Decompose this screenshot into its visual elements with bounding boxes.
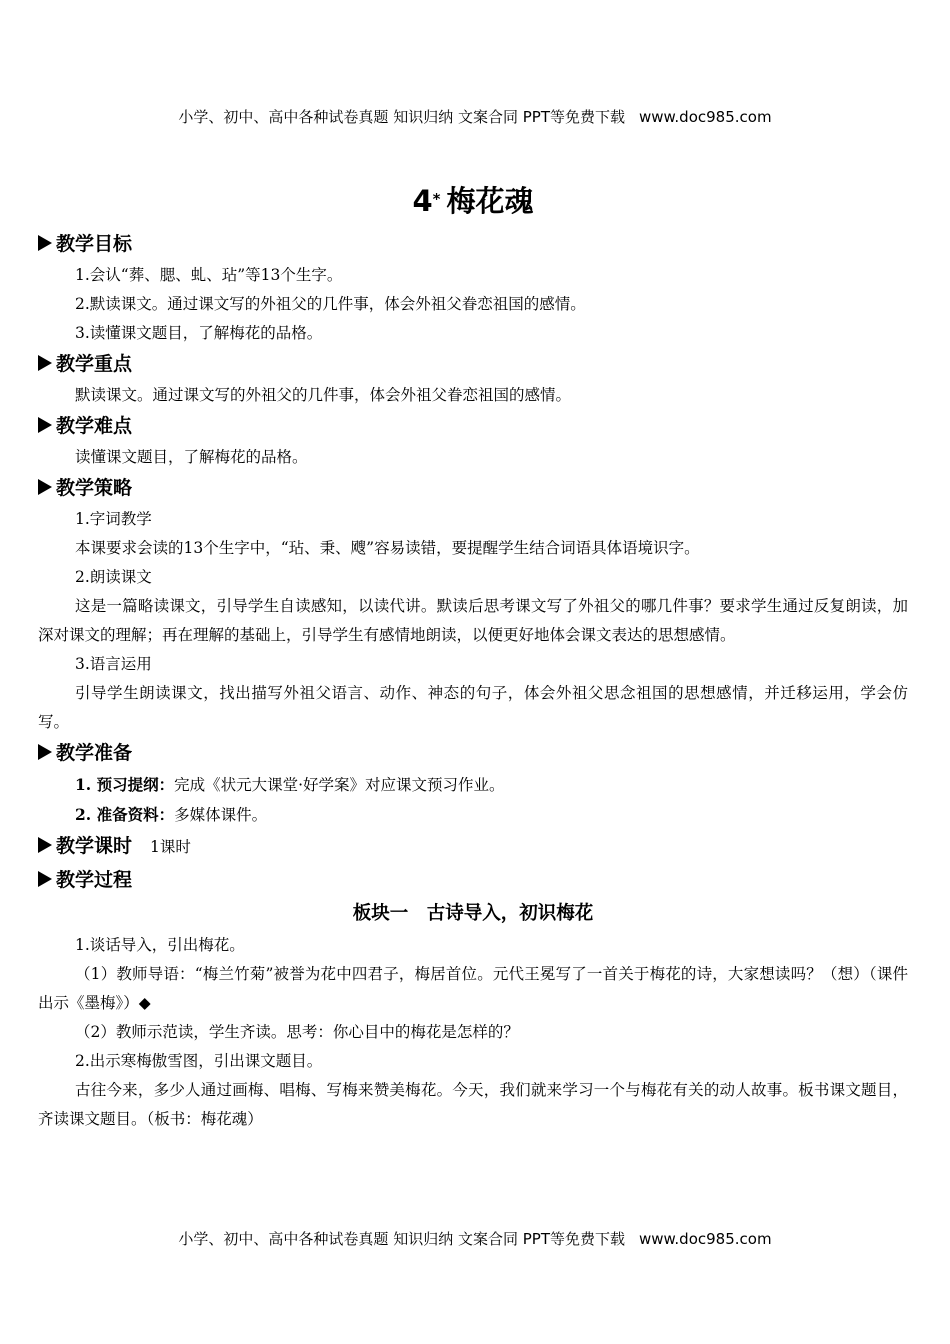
section-heading-text: 教学难点 (56, 415, 133, 437)
page-header (0, 106, 950, 127)
strategy-paragraph: 本课要求会读的13个生字中，“玷、秉、飕”容易读错，要提醒学生结合词语具体语境识字。 (75, 539, 700, 557)
prep-item (38, 770, 908, 800)
section-heading-strategy (38, 472, 908, 505)
prep-label: 1. 预习提纲： (75, 775, 175, 794)
goal-item: 2.默读课文。通过课文写的外祖父的几件事，体会外祖父眷恋祖国的感情。 (75, 295, 586, 313)
section-heading-text: 教学过程 (56, 869, 133, 891)
section-heading-goals (38, 228, 908, 261)
section-heading-prep (38, 737, 908, 770)
prep-item (38, 800, 908, 830)
goal-item: 3.读懂课文题目，了解梅花的品格。 (75, 324, 323, 342)
lesson-title (38, 178, 908, 224)
header-site-link[interactable]: www.doc985.com (638, 108, 772, 126)
triangle-bullet-icon (38, 235, 52, 251)
prep-label: 2. 准备资料： (75, 805, 175, 824)
prep-text: 多媒体课件。 (174, 806, 268, 824)
goal-item: 1.会认“葬、腮、虬、玷”等13个生字。 (75, 266, 343, 284)
process-line: 2.出示寒梅傲雪图，引出课文题目。 (75, 1052, 323, 1070)
footer-text: 小学、初中、高中各种试卷真题 知识归纳 文案合同 PPT等免费下载 (178, 1230, 625, 1248)
footer-site-link[interactable]: www.doc985.com (638, 1230, 772, 1248)
triangle-bullet-icon (38, 744, 52, 760)
page-footer (0, 1228, 950, 1249)
lesson-number: 4 (412, 184, 433, 218)
process-line: 古往今来，多少人通过画梅、唱梅、写梅来赞美梅花。今天，我们就来学习一个与梅花有关的动人故事。板书课文题目，齐读课文题目。（板书：梅花魂） (38, 1081, 908, 1128)
section-heading-text: 教学准备 (56, 742, 133, 764)
section-heading-hours (38, 830, 908, 864)
header-text: 小学、初中、高中各种试卷真题 知识归纳 文案合同 PPT等免费下载 (178, 108, 625, 126)
section-heading-text: 教学重点 (56, 353, 133, 375)
process-line: 1.谈话导入，引出梅花。 (75, 936, 245, 954)
block-title: 板块一 古诗导入，初识梅花 (352, 903, 594, 924)
process-line: （1）教师导语：“梅兰竹菊”被誉为花中四君子，梅居首位。元代王冕写了一首关于梅花的诗，大家想读吗？（想）（课件出示《墨梅》）◆ (38, 965, 908, 1012)
lesson-plan-body (38, 178, 908, 1134)
section-heading-text: 教学课时 (56, 835, 133, 857)
strategy-paragraph: 这是一篇略读课文，引导学生自读感知，以读代讲。默读后思考课文写了外祖父的哪几件事？要求学生通过反复朗读，加深对课文的理解；再在理解的基础上，引导学生有感情地朗读，以便更好地体会课文表达的思想感情。 (38, 597, 908, 644)
triangle-bullet-icon (38, 355, 52, 371)
section-heading-focus (38, 348, 908, 381)
triangle-bullet-icon (38, 837, 52, 853)
process-line: （2）教师示范读，学生齐读。思考：你心目中的梅花是怎样的？ (75, 1023, 519, 1041)
optional-lesson-mark: * (432, 190, 441, 208)
prep-text: 完成《状元大课堂·好学案》对应课文预习作业。 (174, 776, 505, 794)
triangle-bullet-icon (38, 417, 52, 433)
focus-text: 默读课文。通过课文写的外祖父的几件事，体会外祖父眷恋祖国的感情。 (75, 386, 572, 404)
difficulty-text: 读懂课文题目，了解梅花的品格。 (75, 448, 308, 466)
strategy-subtitle: 1.字词教学 (75, 510, 152, 528)
triangle-bullet-icon (38, 479, 52, 495)
section-heading-text: 教学策略 (56, 477, 133, 499)
lesson-title-text: 梅花魂 (446, 184, 534, 218)
triangle-bullet-icon (38, 871, 52, 887)
strategy-paragraph: 引导学生朗读课文，找出描写外祖父语言、动作、神态的句子，体会外祖父思念祖国的思想感情，并迁移运用，学会仿写。 (38, 684, 908, 731)
strategy-subtitle: 2.朗读课文 (75, 568, 152, 586)
section-heading-difficulty (38, 410, 908, 443)
strategy-subtitle: 3.语言运用 (75, 655, 152, 673)
section-heading-process (38, 864, 908, 897)
hours-value: 1课时 (150, 838, 191, 856)
section-heading-text: 教学目标 (56, 233, 133, 255)
